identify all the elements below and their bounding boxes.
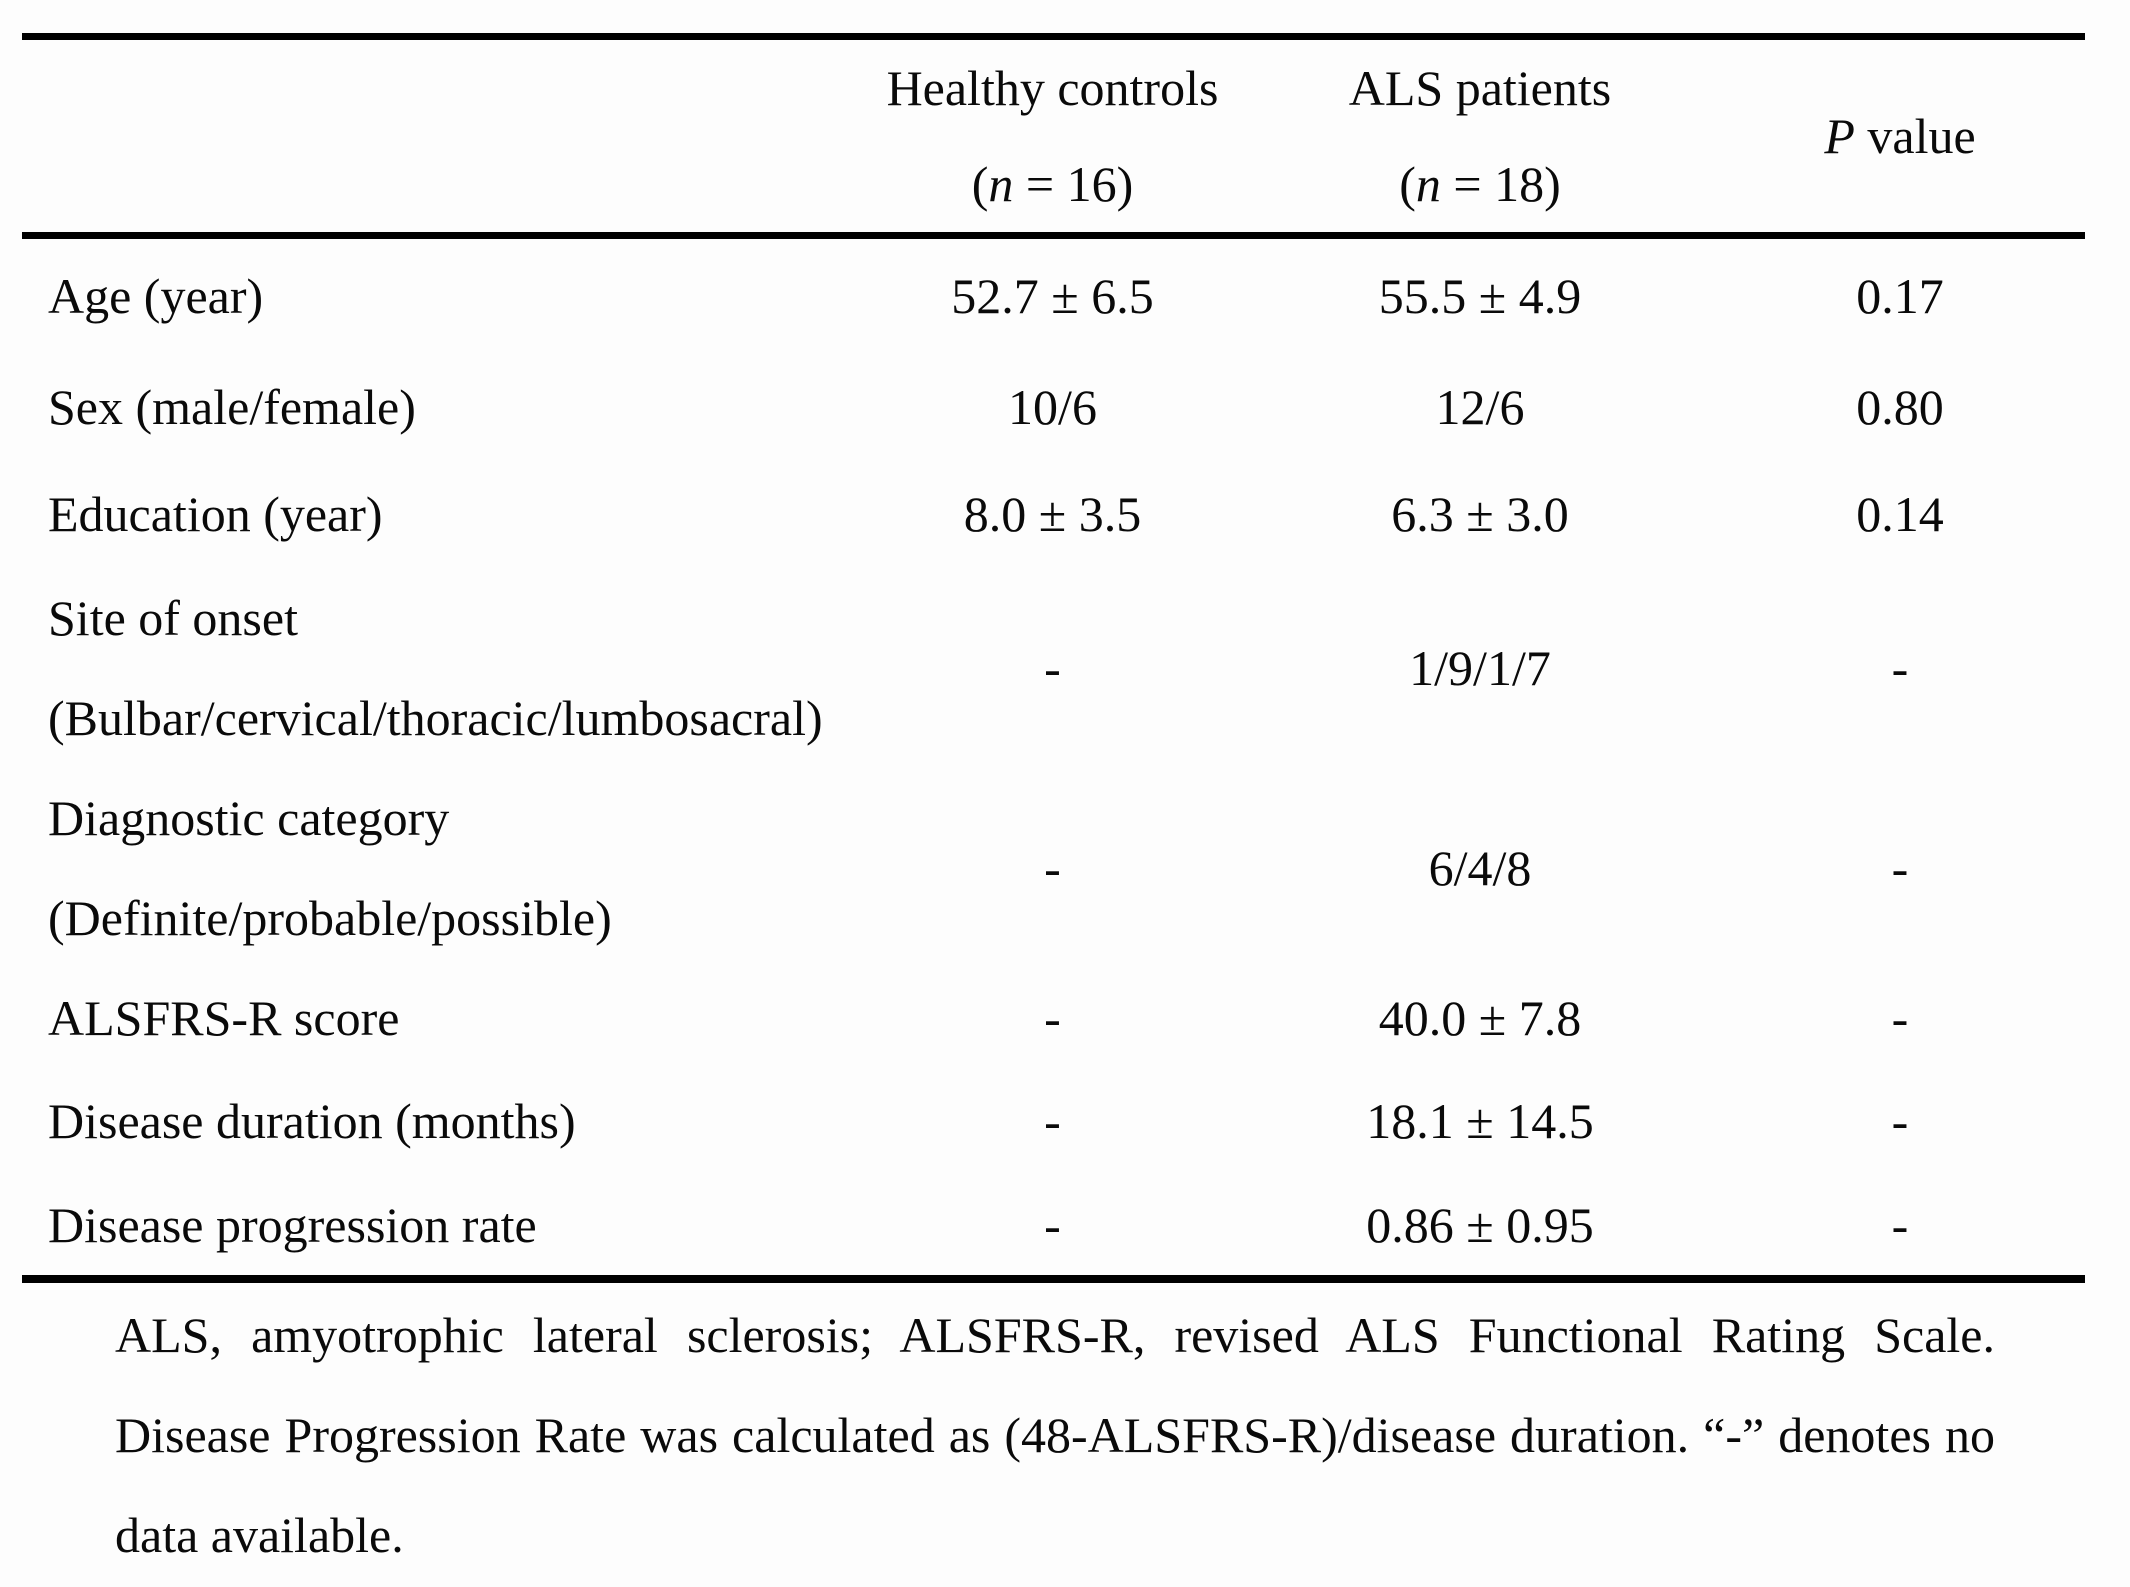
header-hc-title: Healthy controls: [886, 60, 1219, 116]
als-patients-value: 6.3 ± 3.0: [1391, 486, 1569, 542]
healthy-controls-value: -: [1044, 1196, 1061, 1253]
p-value: -: [1891, 839, 1909, 896]
als-n-symbol: n: [1415, 156, 1441, 212]
header-p-value: [1715, 37, 2085, 236]
table-row-disease-progression: [22, 1175, 2085, 1279]
table-row-site-of-onset: [22, 568, 2085, 768]
table-row-alsfrs-score: [22, 968, 2085, 1068]
p-symbol: P: [1824, 108, 1855, 164]
healthy-controls-value: 52.7 ± 6.5: [951, 268, 1154, 325]
row-label: Disease progression rate: [48, 1196, 537, 1253]
demographics-table: [22, 33, 2085, 1283]
row-label: Site of onset (Bulbar/cervical/thoracic/lumbosacral): [48, 589, 823, 746]
header-als-title: ALS patients: [1348, 60, 1612, 116]
als-patients-value: 6/4/8: [1428, 839, 1532, 896]
header-row: [22, 37, 2085, 236]
p-value-rest: value: [1854, 108, 1976, 164]
healthy-controls-value: -: [1044, 639, 1061, 696]
header-hc-n: [860, 136, 1245, 232]
p-value: -: [1891, 1093, 1909, 1149]
footnote-line-3: data available.: [115, 1506, 404, 1563]
healthy-controls-value: 10/6: [1008, 379, 1097, 435]
row-label: Education (year): [48, 486, 383, 542]
row-label: ALSFRS-R score: [48, 989, 400, 1046]
header-healthy-controls: [860, 37, 1245, 236]
als-patients-value: 55.5 ± 4.9: [1378, 268, 1582, 325]
row-label: Disease duration (months): [48, 1093, 576, 1149]
table-row-diagnostic-category: [22, 768, 2085, 968]
header-als-patients: [1245, 37, 1715, 236]
row-label: Sex (male/female): [48, 379, 416, 435]
hc-n-open: (: [971, 156, 989, 212]
footnote-line-2: Disease Progression Rate was calculated as (48-ALSFRS-R)/disease duration. “-” denotes no: [115, 1406, 1995, 1463]
footnote-line-1: ALS, amyotrophic lateral sclerosis; ALSFRS-R, revised ALS Functional Rating Scale.: [115, 1306, 1995, 1363]
hc-n-rest: = 16): [1013, 156, 1134, 212]
row-label: Diagnostic category (Definite/probable/possible): [48, 789, 612, 946]
p-value: 0.14: [1856, 486, 1944, 542]
table-row-sex: [22, 354, 2085, 461]
footnote: [115, 1285, 1995, 1585]
als-n-rest: = 18): [1440, 156, 1561, 212]
table-row-disease-duration: [22, 1068, 2085, 1175]
als-patients-value: 1/9/1/7: [1409, 639, 1551, 696]
p-value: -: [1891, 989, 1909, 1046]
hc-n-symbol: n: [988, 156, 1014, 212]
p-value: -: [1891, 1196, 1909, 1253]
p-value: -: [1891, 639, 1909, 696]
healthy-controls-value: -: [1044, 839, 1061, 896]
p-value: 0.80: [1856, 379, 1944, 435]
als-patients-value: 18.1 ± 14.5: [1366, 1093, 1594, 1149]
healthy-controls-value: 8.0 ± 3.5: [963, 486, 1142, 542]
table-row-age: [22, 236, 2085, 354]
als-n-open: (: [1399, 156, 1416, 212]
header-spacer-cell: [22, 37, 860, 236]
header-als-n: [1245, 136, 1715, 232]
healthy-controls-value: -: [1044, 989, 1061, 1046]
als-patients-value: 0.86 ± 0.95: [1366, 1196, 1594, 1253]
table-row-education: [22, 461, 2085, 568]
p-value: 0.17: [1856, 268, 1944, 325]
healthy-controls-value: -: [1044, 1093, 1061, 1149]
als-patients-value: 40.0 ± 7.8: [1378, 989, 1582, 1046]
als-patients-value: 12/6: [1435, 379, 1525, 435]
row-label: Age (year): [48, 268, 264, 325]
